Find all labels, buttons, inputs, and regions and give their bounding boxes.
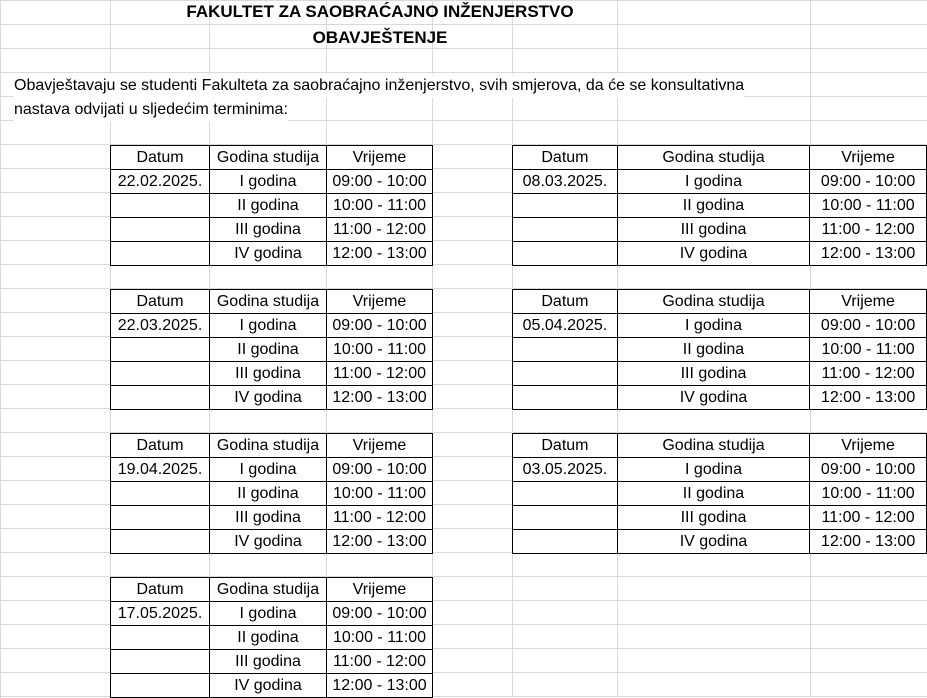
date-header: Datum xyxy=(111,146,210,170)
year-cell: III godina xyxy=(210,650,327,674)
empty-cell xyxy=(111,482,210,506)
year-cell: III godina xyxy=(210,362,327,386)
empty-cell xyxy=(513,194,618,218)
year-cell: IV godina xyxy=(617,242,809,266)
table-row xyxy=(513,194,927,218)
date-cell: 22.02.2025. xyxy=(111,170,210,194)
table-row xyxy=(111,338,433,362)
time-cell: 12:00 - 13:00 xyxy=(327,242,433,266)
intro-line-1: Obavještavaju se studenti Fakulteta za saobraćajno inženjerstvo, svih smjerova, da će se konsultativna xyxy=(14,74,744,98)
date-cell: 03.05.2025. xyxy=(513,458,618,482)
header-row xyxy=(513,434,927,458)
year-cell: II godina xyxy=(210,482,327,506)
empty-cell xyxy=(111,338,210,362)
time-cell: 09:00 - 10:00 xyxy=(810,314,927,338)
page-subtitle: OBAVJEŠTENJE xyxy=(312,28,448,47)
time-cell: 11:00 - 12:00 xyxy=(327,218,433,242)
table-row xyxy=(513,506,927,530)
year-cell: IV godina xyxy=(210,530,327,554)
time-cell: 11:00 - 12:00 xyxy=(810,218,927,242)
year-cell: I godina xyxy=(210,602,327,626)
table-row xyxy=(513,218,927,242)
year-header: Godina studija xyxy=(617,290,809,314)
empty-cell xyxy=(111,386,210,410)
year-cell: III godina xyxy=(617,362,809,386)
empty-cell xyxy=(513,362,618,386)
time-cell: 10:00 - 11:00 xyxy=(810,338,927,362)
empty-cell xyxy=(111,362,210,386)
year-header: Godina studija xyxy=(210,578,327,602)
year-cell: IV godina xyxy=(210,242,327,266)
date-header: Datum xyxy=(513,290,618,314)
year-cell: I godina xyxy=(617,458,809,482)
table-row xyxy=(111,242,433,266)
table-row xyxy=(513,530,927,554)
date-cell: 19.04.2025. xyxy=(111,458,210,482)
year-header: Godina studija xyxy=(210,290,327,314)
empty-cell xyxy=(513,530,618,554)
table-row xyxy=(111,650,433,674)
schedule-table xyxy=(110,289,433,410)
year-cell: IV godina xyxy=(617,386,809,410)
year-cell: I godina xyxy=(210,170,327,194)
year-cell: I godina xyxy=(210,458,327,482)
time-cell: 12:00 - 13:00 xyxy=(810,242,927,266)
header-row xyxy=(111,578,433,602)
year-cell: I godina xyxy=(617,314,809,338)
empty-cell xyxy=(111,218,210,242)
time-header: Vrijeme xyxy=(810,146,927,170)
year-cell: II godina xyxy=(210,194,327,218)
time-cell: 12:00 - 13:00 xyxy=(327,386,433,410)
time-cell: 11:00 - 12:00 xyxy=(810,506,927,530)
time-cell: 11:00 - 12:00 xyxy=(327,362,433,386)
intro-line-2: nastava odvijati u sljedećim terminima: xyxy=(14,98,288,122)
table-row xyxy=(111,458,433,482)
year-cell: IV godina xyxy=(617,530,809,554)
schedule-table xyxy=(110,577,433,698)
year-cell: I godina xyxy=(617,170,809,194)
time-cell: 09:00 - 10:00 xyxy=(810,170,927,194)
empty-cell xyxy=(513,506,618,530)
year-cell: II godina xyxy=(617,194,809,218)
table-row xyxy=(513,386,927,410)
time-cell: 09:00 - 10:00 xyxy=(327,458,433,482)
year-cell: III godina xyxy=(617,218,809,242)
empty-cell xyxy=(111,530,210,554)
year-cell: I godina xyxy=(210,314,327,338)
header-row xyxy=(513,146,927,170)
time-cell: 11:00 - 12:00 xyxy=(327,506,433,530)
table-row xyxy=(513,242,927,266)
schedule-table xyxy=(512,433,927,554)
table-row xyxy=(111,362,433,386)
year-cell: II godina xyxy=(210,338,327,362)
table-row xyxy=(111,626,433,650)
time-cell: 10:00 - 11:00 xyxy=(810,482,927,506)
time-cell: 11:00 - 12:00 xyxy=(810,362,927,386)
year-cell: III godina xyxy=(210,218,327,242)
year-cell: III godina xyxy=(617,506,809,530)
empty-cell xyxy=(111,194,210,218)
empty-cell xyxy=(513,386,618,410)
year-header: Godina studija xyxy=(617,434,809,458)
table-row xyxy=(111,602,433,626)
table-row xyxy=(513,338,927,362)
time-cell: 12:00 - 13:00 xyxy=(810,530,927,554)
year-cell: III godina xyxy=(210,506,327,530)
date-header: Datum xyxy=(513,146,618,170)
table-row xyxy=(513,482,927,506)
time-cell: 12:00 - 13:00 xyxy=(327,530,433,554)
time-cell: 09:00 - 10:00 xyxy=(327,314,433,338)
schedule-table xyxy=(512,289,927,410)
time-header: Vrijeme xyxy=(327,290,433,314)
time-cell: 09:00 - 10:00 xyxy=(810,458,927,482)
table-row xyxy=(111,530,433,554)
table-row xyxy=(513,314,927,338)
table-row xyxy=(111,386,433,410)
time-header: Vrijeme xyxy=(327,434,433,458)
date-cell: 17.05.2025. xyxy=(111,602,210,626)
year-header: Godina studija xyxy=(617,146,809,170)
year-header: Godina studija xyxy=(210,434,327,458)
year-cell: IV godina xyxy=(210,386,327,410)
header-row xyxy=(111,146,433,170)
year-cell: II godina xyxy=(617,338,809,362)
table-row xyxy=(513,170,927,194)
time-cell: 10:00 - 11:00 xyxy=(810,194,927,218)
date-header: Datum xyxy=(111,578,210,602)
time-cell: 09:00 - 10:00 xyxy=(327,170,433,194)
time-cell: 10:00 - 11:00 xyxy=(327,338,433,362)
time-header: Vrijeme xyxy=(327,578,433,602)
empty-cell xyxy=(111,650,210,674)
empty-cell xyxy=(111,674,210,698)
date-header: Datum xyxy=(111,434,210,458)
date-header: Datum xyxy=(111,290,210,314)
header-row xyxy=(513,290,927,314)
empty-cell xyxy=(111,242,210,266)
empty-cell xyxy=(513,338,618,362)
time-cell: 12:00 - 13:00 xyxy=(327,674,433,698)
empty-cell xyxy=(111,626,210,650)
time-cell: 10:00 - 11:00 xyxy=(327,194,433,218)
empty-cell xyxy=(513,218,618,242)
table-row xyxy=(111,674,433,698)
time-header: Vrijeme xyxy=(810,434,927,458)
time-cell: 12:00 - 13:00 xyxy=(810,386,927,410)
date-header: Datum xyxy=(513,434,618,458)
empty-cell xyxy=(513,242,618,266)
schedule-table xyxy=(512,145,927,266)
header-row xyxy=(111,290,433,314)
header-row xyxy=(111,434,433,458)
table-row xyxy=(111,170,433,194)
time-cell: 10:00 - 11:00 xyxy=(327,626,433,650)
date-cell: 08.03.2025. xyxy=(513,170,618,194)
time-cell: 11:00 - 12:00 xyxy=(327,650,433,674)
table-row xyxy=(513,362,927,386)
table-row xyxy=(111,314,433,338)
schedule-table xyxy=(110,433,433,554)
year-header: Godina studija xyxy=(210,146,327,170)
table-row xyxy=(513,458,927,482)
date-cell: 05.04.2025. xyxy=(513,314,618,338)
year-cell: II godina xyxy=(210,626,327,650)
schedule-table xyxy=(110,145,433,266)
year-cell: IV godina xyxy=(210,674,327,698)
date-cell: 22.03.2025. xyxy=(111,314,210,338)
time-header: Vrijeme xyxy=(810,290,927,314)
table-row xyxy=(111,218,433,242)
empty-cell xyxy=(111,506,210,530)
empty-cell xyxy=(513,482,618,506)
table-row xyxy=(111,506,433,530)
year-cell: II godina xyxy=(617,482,809,506)
time-cell: 09:00 - 10:00 xyxy=(327,602,433,626)
table-row xyxy=(111,194,433,218)
table-row xyxy=(111,482,433,506)
page-title: FAKULTET ZA SAOBRAĆAJNO INŽENJERSTVO xyxy=(186,2,574,21)
time-header: Vrijeme xyxy=(327,146,433,170)
time-cell: 10:00 - 11:00 xyxy=(327,482,433,506)
